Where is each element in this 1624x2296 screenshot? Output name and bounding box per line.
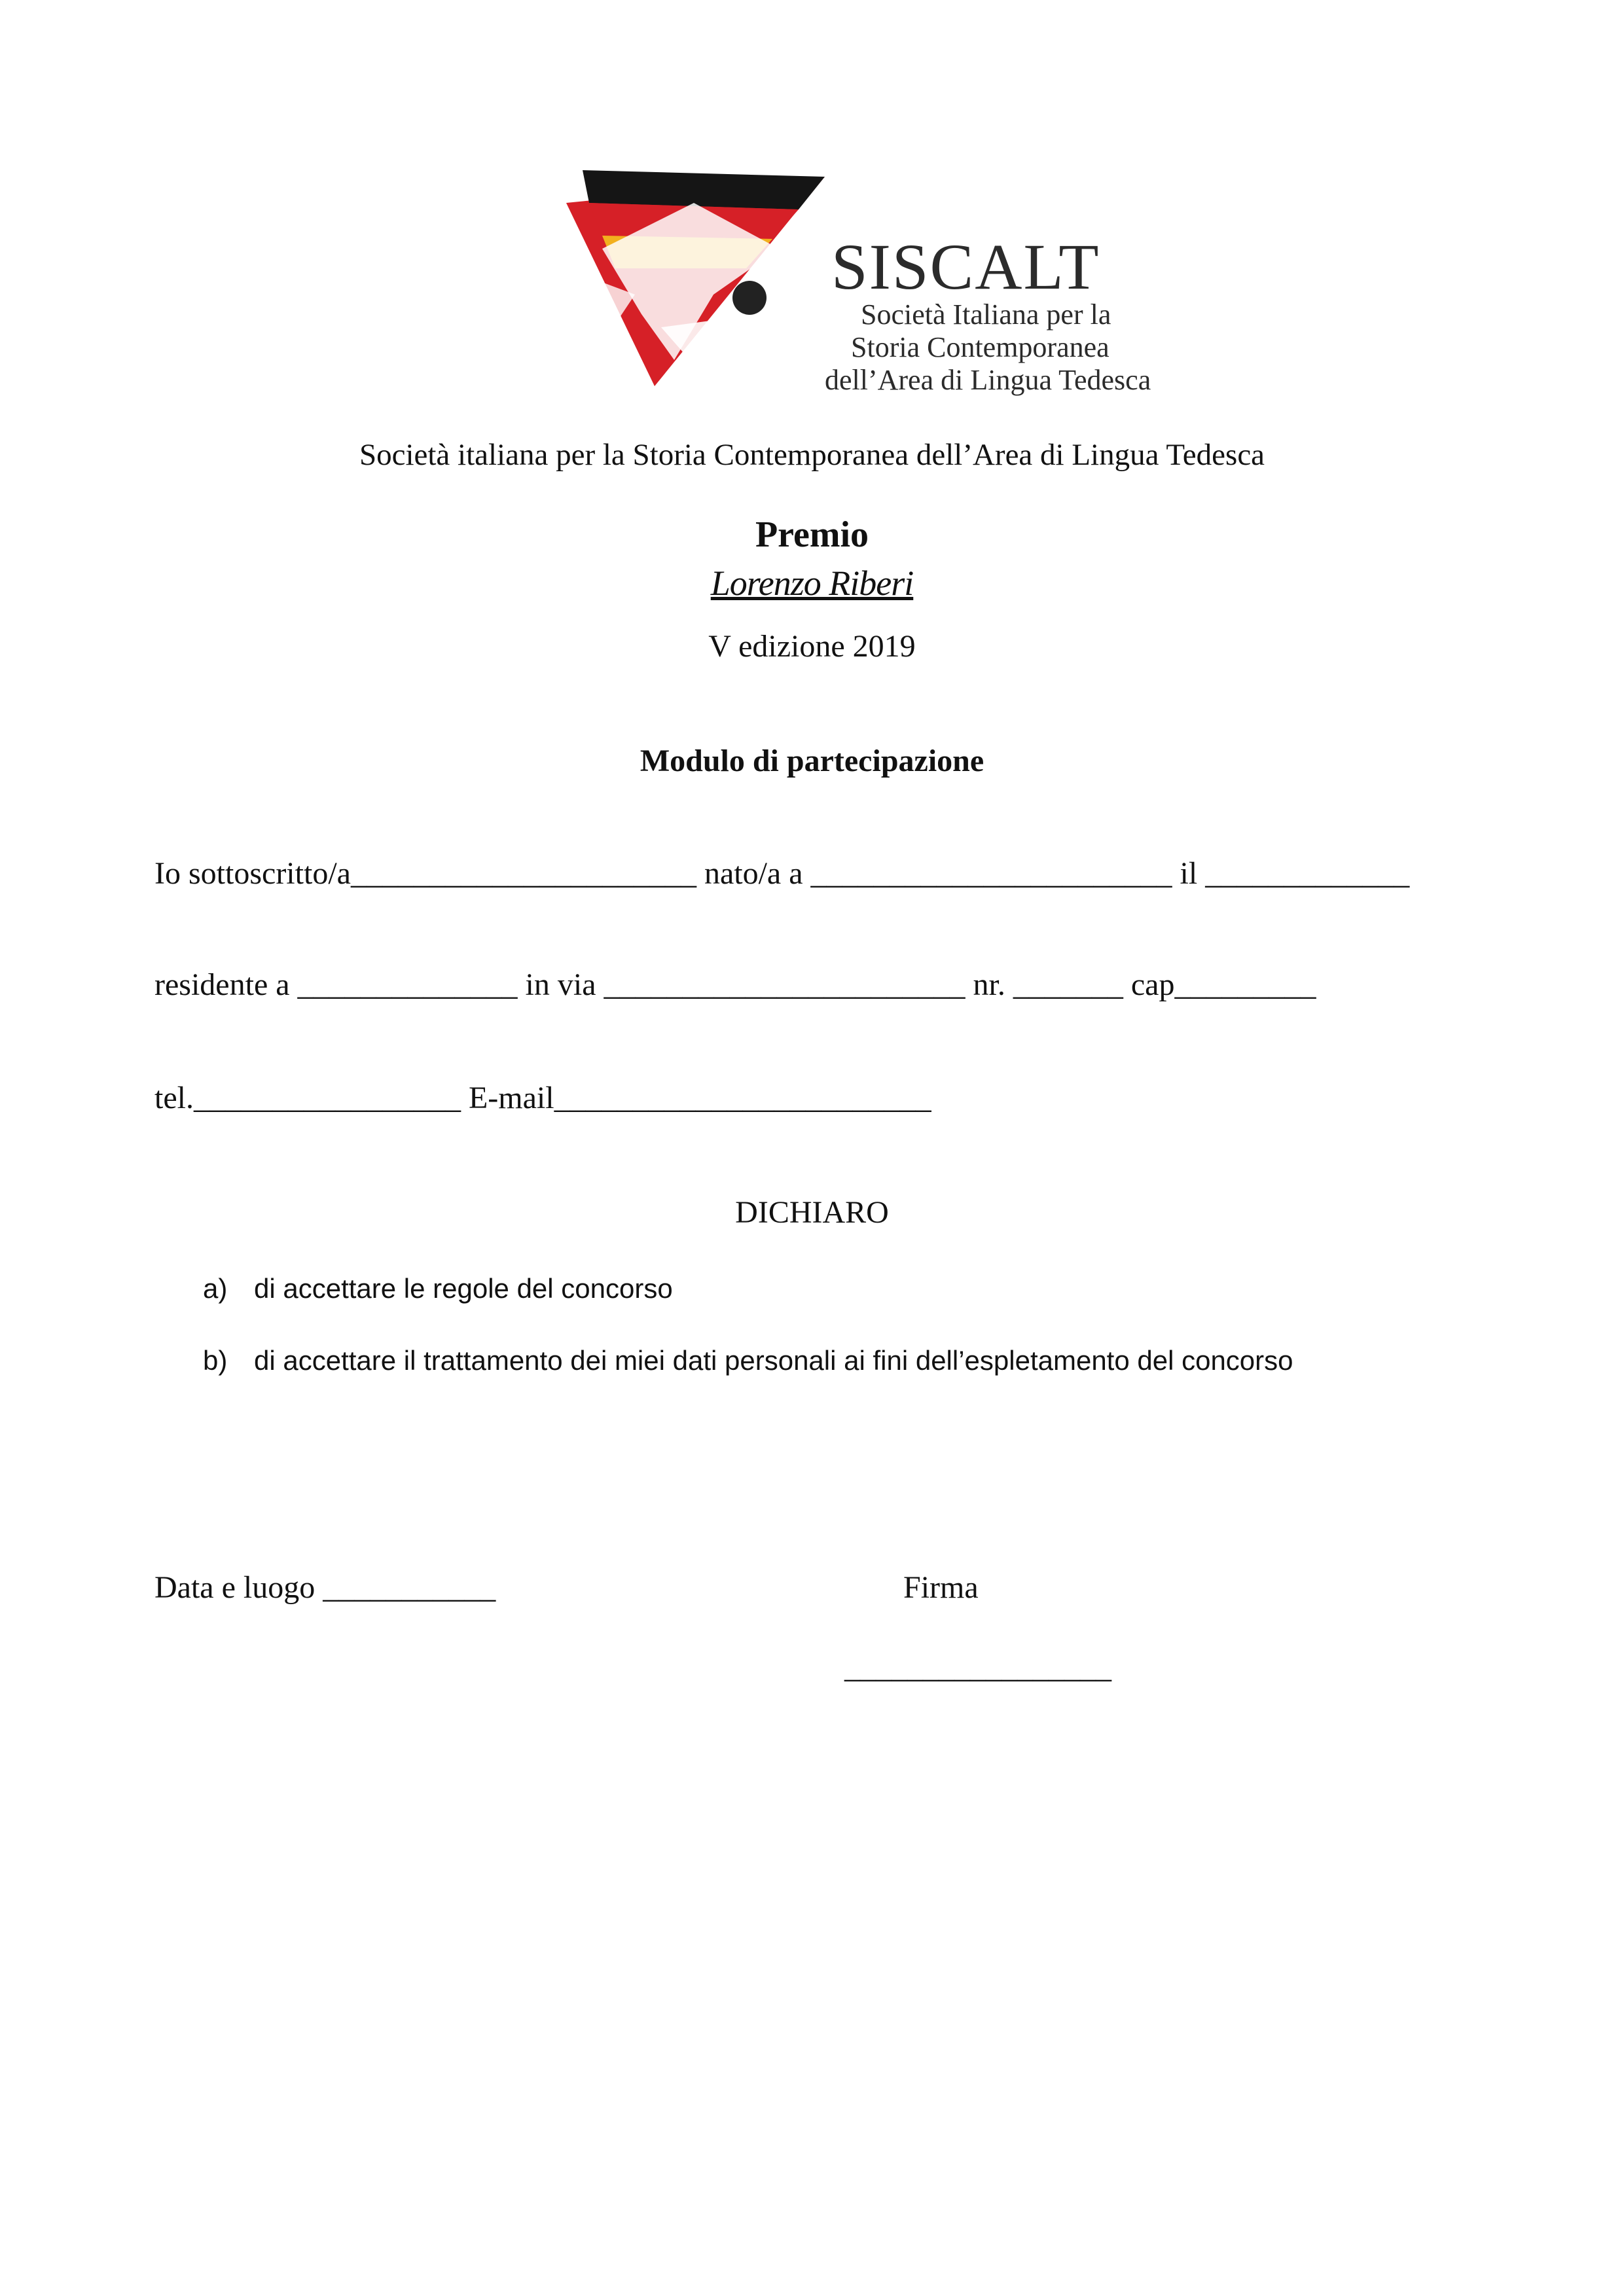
form-line-address[interactable]: residente a ______________ in via _______________________ nr. _______ cap_________: [154, 967, 1316, 1002]
logo-subtitle-line-2: Storia Contemporanea: [851, 331, 1110, 363]
date-place-field[interactable]: Data e luogo ___________: [154, 1570, 496, 1605]
declaration-item-marker: a): [203, 1273, 228, 1304]
signature-label: Firma: [903, 1570, 979, 1605]
declaration-item-marker: b): [203, 1345, 228, 1376]
logo-title: SISCALT: [831, 230, 1100, 303]
signature-line[interactable]: _________________: [844, 1650, 1111, 1685]
form-line-personal[interactable]: Io sottoscritto/a______________________ nato/a a _______________________ il _____________: [154, 856, 1410, 891]
declaration-item-text: di accettare il trattamento dei miei dati personali ai fini dell’espletamento del concorso: [254, 1345, 1293, 1376]
declaration-item-text: di accettare le regole del concorso: [254, 1273, 673, 1304]
form-line-contact[interactable]: tel._________________ E-mail________________________: [154, 1081, 931, 1115]
logo-subtitle-line-1: Società Italiana per la: [861, 298, 1111, 331]
form-title: Modulo di partecipazione: [640, 744, 984, 778]
prize-heading: Premio: [755, 514, 869, 555]
logo-subtitle-line-3: dell’Area di Lingua Tedesca: [825, 364, 1151, 396]
siscalt-logo: [563, 164, 1151, 399]
logo-emblem-icon: [563, 164, 838, 399]
logo-black-band: [583, 170, 825, 209]
declaration-item-b: [203, 1345, 1293, 1376]
declaration-item-a: [203, 1273, 673, 1304]
logo-eagle-icon: [732, 281, 767, 315]
edition-label: V edizione 2019: [708, 629, 916, 664]
organization-name: Società italiana per la Storia Contemporanea dell’Area di Lingua Tedesca: [359, 438, 1265, 472]
declaration-heading: DICHIARO: [735, 1195, 889, 1230]
prize-name: Lorenzo Riberi: [710, 564, 914, 603]
